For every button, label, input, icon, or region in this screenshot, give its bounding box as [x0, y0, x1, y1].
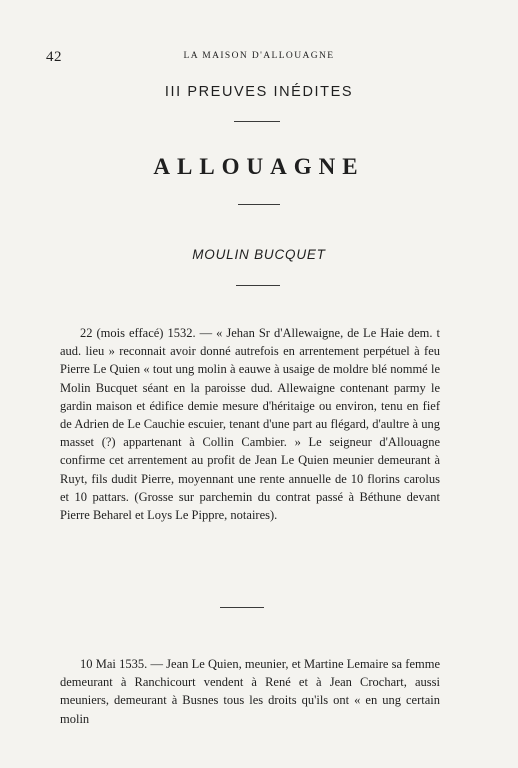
page-number: 42	[46, 49, 62, 65]
paragraph: 22 (mois effacé) 1532. — « Jehan Sr d'Allewaigne, de Le Haie dem. t aud. lieu » reconnait avoir donné autrefois en arrentement perpétuel à feu Pierre Le Quien « tout ung molin à eauwe à usaige de moldre blé nommé le Molin Bucquet séant en la paroisse dud. Allewaigne contenant parmy le gardin maison et édifice demie mesure d'héritaige ou environ, tenu en fief de Adrien de Le Cauchie escuier, tenant d'une part au flégard, d'aultre à ung masset (?) appartenant à Collin Cambier. » Le seigneur d'Allouagne confirme cet arrentement au profit de Jean Le Quien meunier demeurant à Ruyt, fils dudit Pierre, moyennant une rente annuelle de 10 florins carolus et 10 pattars. (Grosse sur parchemin du contrat passé à Béthune devant Pierre Beharel et Loys Le Pippre, notaires).	[60, 326, 440, 523]
main-title: ALLOUAGNE	[153, 154, 365, 179]
divider-rule	[234, 121, 280, 122]
divider-rule	[236, 285, 280, 286]
divider-rule	[238, 204, 280, 205]
section-heading: III PREUVES INÉDITES	[164, 84, 354, 100]
divider-rule	[220, 607, 264, 608]
paragraph: 10 Mai 1535. — Jean Le Quien, meunier, et Martine Lemaire sa femme demeurant à Ranchicourt vendent à René et à Jean Crochart, aussi meuniers, demeurant à Busnes tous les droits qu'ils ont « en ung certain molin	[60, 657, 440, 726]
running-head: LA MAISON D'ALLOUAGNE	[183, 51, 335, 61]
subtitle: MOULIN BUCQUET	[192, 247, 326, 262]
page-header	[0, 49, 518, 65]
